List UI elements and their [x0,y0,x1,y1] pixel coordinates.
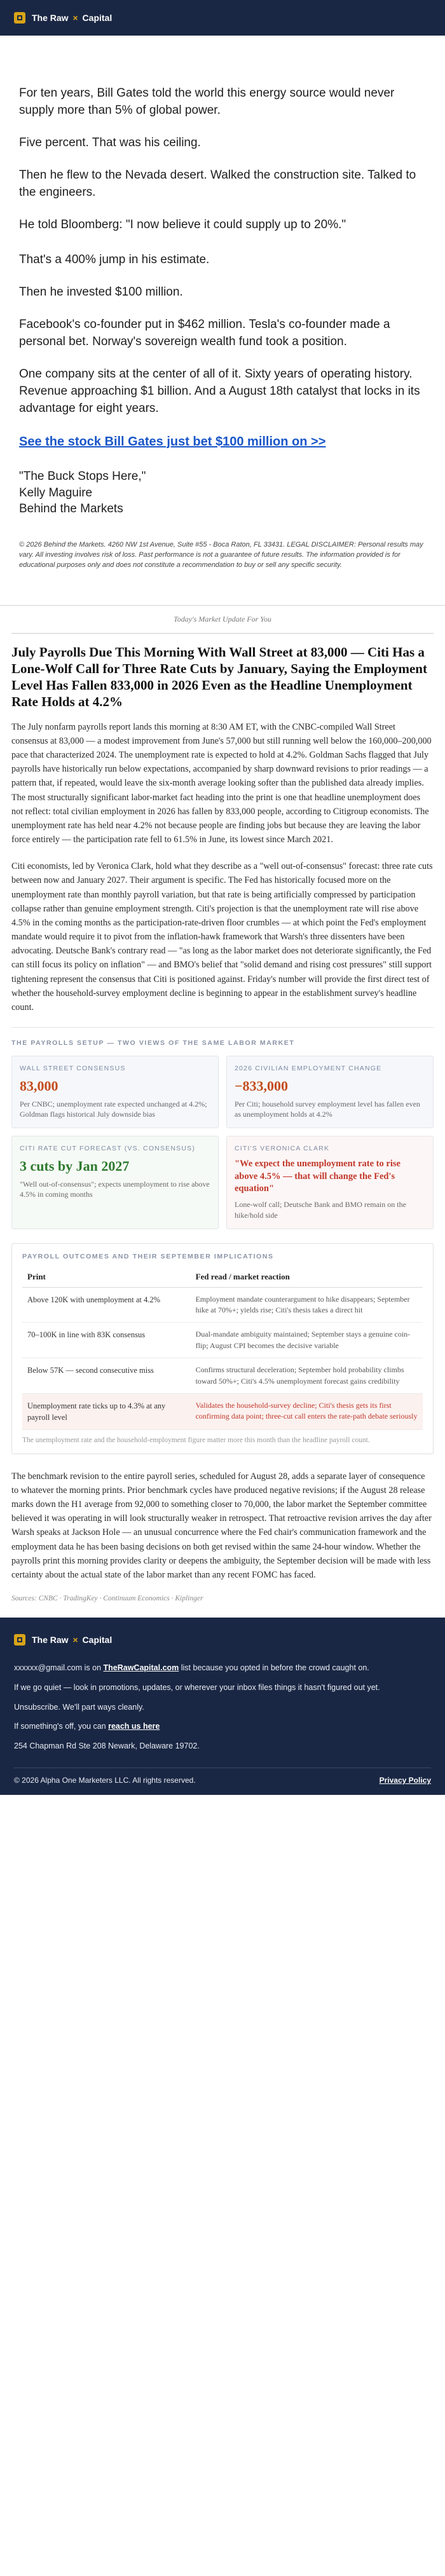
table-row [22,1358,423,1394]
column-header-print: Print [22,1267,191,1288]
promo-paragraph: He told Bloomberg: "I now believe it could supply up to 20%." [19,217,346,231]
table-header-row [22,1267,423,1288]
reaction-cell: Validates the household-survey decline; Citi's thesis gets its first confirming data point; three-cut call enters the rate-path debate seriously [191,1393,423,1429]
setup-section-label: THE PAYROLLS SETUP — TWO VIEWS OF THE SAME LABOR MARKET [11,1027,434,1047]
employment-change-card [226,1056,434,1128]
promo-paragraph: One company sits at the center of all of it. Sixty years of operating history. Revenue approaching $1 billion. And a August 18th catalyst that locks in its advantage for eight years. [19,367,420,415]
signature-block [19,468,426,517]
email-suffix: list because you opted in before the crowd caught on. [179,1663,369,1673]
footer [0,1618,445,1795]
card-title: CITI'S VERONICA CLARK [235,1145,330,1153]
promo-paragraph: Then he invested $100 million. [19,285,183,299]
header-bar [0,0,445,36]
signoff-publisher: Behind the Markets [19,502,123,516]
table-row-highlighted [22,1393,423,1429]
card-value: 83,000 [20,1078,58,1094]
card-note: "Well out-of-consensus"; expects unemployment to rise above 4.5% in coming months [20,1179,210,1199]
card-title: 2026 CIVILIAN EMPLOYMENT CHANGE [235,1064,382,1072]
contact-line [14,1721,431,1733]
payroll-outcomes-box [11,1243,434,1454]
outcomes-table [22,1267,423,1431]
footer-bottom [14,1768,431,1785]
promo-section [0,36,445,605]
mailing-address: 254 Chapman Rd Ste 208 Newark, Delaware 19702. [14,1741,200,1751]
card-note: Per Citi; household survey employment level has fallen even as unemployment holds at 4.2% [235,1099,420,1119]
reaction-cell: Dual-mandate ambiguity maintained; September stays a genuine coin-flip; August CPI becomes the decisive variable [191,1323,423,1358]
email-prefix: xxxxxx@gmail.com is on [14,1663,104,1673]
promo-paragraph: Facebook's co-founder put in $462 million. Tesla's co-founder made a personal bet. Norway's sovereign wealth fund took a position. [19,317,390,348]
signoff-author: Kelly Maguire [19,486,93,500]
brand-part-b: Capital [82,13,113,23]
promo-cta-link[interactable]: See the stock Bill Gates just bet $100 million on >> [19,434,326,449]
reaction-cell: Employment mandate counterargument to hike disappears; September hike at 70%+; yields rise; Citi's thesis takes a direct hit [191,1287,423,1323]
print-cell: Below 57K — second consecutive miss [22,1358,191,1394]
copyright: © 2026 Alpha One Marketers LLC. All rights reserved. [14,1775,196,1785]
brand-name[interactable] [32,13,112,23]
card-title: CITI RATE CUT FORECAST (VS. CONSENSUS) [20,1145,196,1153]
brand-separator: × [72,13,78,23]
contact-prefix: If something's off, you can [14,1722,109,1731]
inbox-tip: If we go quiet — look in promotions, updates, or wherever your inbox files things it hasn't figured out yet. [14,1682,380,1692]
card-value: 3 cuts by Jan 2027 [20,1158,130,1175]
card-value: −833,000 [235,1078,289,1094]
brand-separator: × [72,1635,78,1646]
print-cell: 70–100K in line with 83K consensus [22,1323,191,1358]
article-sources: Sources: CNBC · TradingKey · Continuum Economics · Kiplinger [11,1595,203,1603]
veronica-clark-card [226,1136,434,1229]
reaction-cell: Confirms structural deceleration; September hold probability climbs toward 50%+; Citi's 4.5% unemployment forecast gains credibility [191,1358,423,1394]
rate-cut-card [11,1136,219,1229]
logo-icon [14,12,25,24]
table-footnote: The unemployment rate and the household-employment figure matter more this month than the headline payroll count. [22,1436,370,1445]
card-note: Lone-wolf call; Deutsche Bank and BMO remain on the hike/hold side [235,1199,406,1220]
consensus-card [11,1056,219,1128]
promo-paragraph: Five percent. That was his ceiling. [19,135,201,149]
promo-paragraph: For ten years, Bill Gates told the world this energy source would never supply more than 5% of global power. [19,86,395,117]
article-headline: July Payrolls Due This Morning With Wall Street at 83,000 — Citi Has a Lone-Wolf Call for Three Rate Cuts by January, Saying the Employment Level Has Fallen 833,000 in 2026 Even as the Headline Unemployment Rate Holds at 4.2% [11,644,427,709]
promo-paragraph: Then he flew to the Nevada desert. Walked the construction site. Talked to the engineers. [19,168,416,199]
table-row [22,1323,423,1358]
logo-icon [14,1634,25,1646]
article [0,606,445,1602]
brand-part-a: The Raw [32,13,69,23]
table-row [22,1287,423,1323]
site-link[interactable]: TheRawCapital.com [103,1663,179,1673]
article-paragraph: The July nonfarm payrolls report lands this morning at 8:30 AM ET, with the CNBC-compiled Wall Street consensus at 83,000 — a modest improvement from June's 57,000 but still running well below the 160,000–200,000 pace that characterized 2024. The unemployment rate is expected to hold at 4.2%. Goldman Sachs flagged that July payrolls have historically run below expectations, accompanied by sharp downward revisions to prior readings — a pattern that, if repeated, would leave the six-month average looking softer than the published data already implies. The most structurally significant labor-market fact heading into the print is one that headline unemployment does not reflect: total civilian employment in 2026 has fallen by 833,000 people, according to Citigroup economists. The unemployment rate has held near 4.2% not because people are finding jobs but because they are leaving the labor force entirely — the participation rate fell to 61.5% in June, its lowest since March 2021. [11,721,432,845]
brand-name[interactable] [32,1635,112,1645]
brand-part-a: The Raw [32,1635,69,1646]
reach-us-link[interactable]: reach us here [108,1722,160,1731]
brand-part-b: Capital [82,1635,113,1646]
promo-paragraph: That's a 400% jump in his estimate. [19,252,210,266]
print-cell: Above 120K with unemployment at 4.2% [22,1287,191,1323]
article-kicker: Today's Market Update For You [174,614,271,624]
kicker-divider [11,633,434,634]
card-quote: "We expect the unemployment rate to rise above 4.5% — that will change the Fed's equation" [235,1159,400,1194]
signoff-line: "The Buck Stops Here," [19,469,146,483]
outcomes-label: PAYROLL OUTCOMES AND THEIR SEPTEMBER IMPLICATIONS [22,1252,274,1260]
article-paragraph: The benchmark revision to the entire payroll series, scheduled for August 28, adds a separate layer of consequence to whatever the morning prints. Prior benchmark cycles have produced negative revisions; if the August 28 release marks down the H1 average from 92,000 to something closer to 70,000, the labor market the September committee believed it was operating in will look structurally weaker in retrospect. That retroactive revision arrives the day after Warsh speaks at Jackson Hole — an unusual concurrence where the Fed chair's communication framework and the employment data he has been basing decisions on both get revised within the same 24-hour window. Whether the payrolls print this morning provides clarity or deepens the ambiguity, the September decision will be made with less certainty about the actual state of the labor market than any recent FOMC has faced. [11,1471,432,1580]
card-title: WALL STREET CONSENSUS [20,1064,126,1072]
unsubscribe-text[interactable]: Unsubscribe. We'll part ways cleanly. [14,1702,144,1712]
article-paragraph: Citi economists, led by Veronica Clark, hold what they describe as a "well out-of-consensus" forecast: three rate cuts between now and January 2027. Their argument is specific. The Fed has historically focused more on the unemployment rate than monthly payroll variation, but that rate is being artificially compressed by participation collapse rather than genuine employment strength. Citi's projection is that the unemployment rate will rise above 4.5% in the coming months as the participation-rate-driven floor crumbles — at which point the Fed's employment mandate would require it to pivot from the inflation-hawk framework that Warsh's three dissenters have been advocating. Deutsche Bank's contrary read — "as long as the labor market does not deteriorate significantly, the Fed can still focus its policy on inflation" — and BMO's belief that "solid demand and rising cost pressures" still support tightening represent the consensus that Citi is positioned against. Friday's number will provide the first direct test of whether the household-survey employment decline is beginning to appear in the establishment survey's headline count. [11,861,433,1012]
card-note: Per CNBC; unemployment rate expected unchanged at 4.2%; Goldman flags historical July downside bias [20,1099,207,1119]
setup-cards [11,1056,434,1229]
subscription-notice [14,1662,431,1674]
legal-disclaimer: © 2026 Behind the Markets. 4260 NW 1st Avenue, Suite #55 - Boca Raton, FL 33431. LEGAL DISCLAIMER: Personal results may vary. All investing involves risk of loss. Past performance is not a guarantee of future results. The information provided is for educational purposes only and does not constitute a recommendation to buy or sell any specific security. [19,540,423,569]
print-cell: Unemployment rate ticks up to 4.3% at any payroll level [22,1393,191,1429]
footer-brand [14,1634,431,1646]
privacy-policy-link[interactable]: Privacy Policy [379,1775,431,1785]
column-header-reaction: Fed read / market reaction [191,1267,423,1288]
